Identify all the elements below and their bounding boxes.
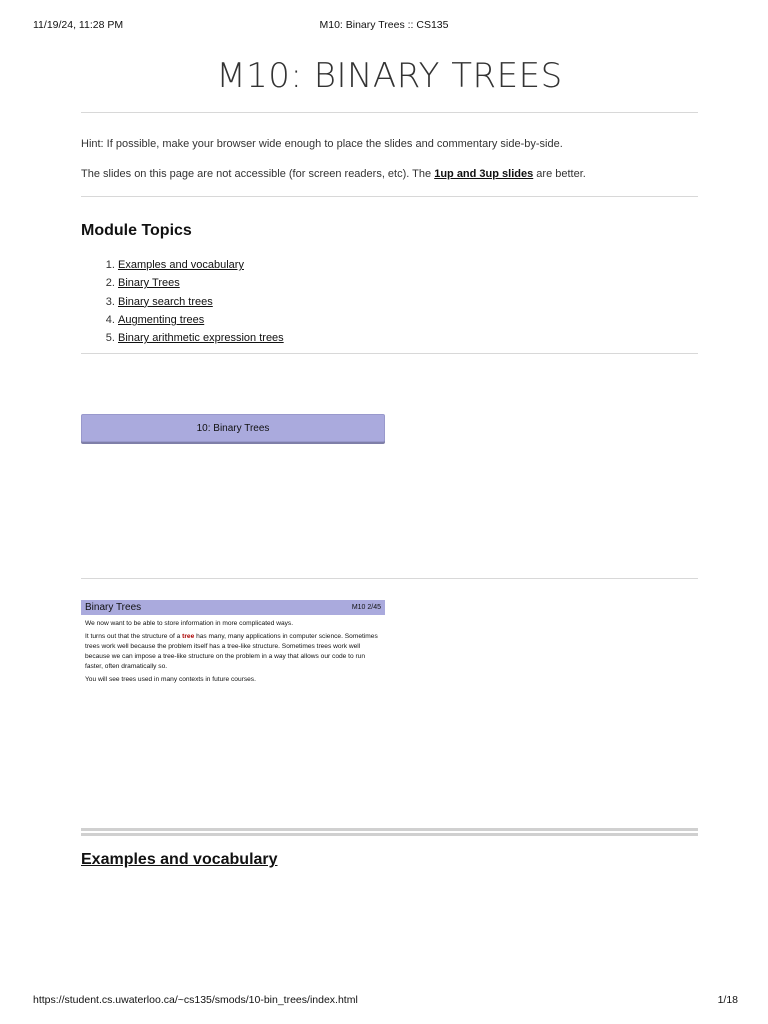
print-page-title: M10: Binary Trees :: CS135 [319, 19, 449, 31]
divider [81, 196, 698, 197]
topic-link-binary-trees[interactable]: Binary Trees [118, 277, 180, 290]
divider [81, 578, 698, 579]
highlight-term: tree [182, 633, 195, 640]
print-page-number: 1/18 [717, 994, 738, 1006]
accessibility-note [81, 168, 586, 180]
slide-header-bar [81, 600, 385, 615]
slide-paragraph: We now want to be able to store information in more complicated ways. [85, 620, 294, 627]
divider [81, 112, 698, 113]
slide-text: has many, many applications in computer science. Sometimes trees work well because the problem itself has a tree-like structure. Sometimes trees work well because we can impose a tree-like structure on the problem in a way that allows our code to run faster, often dramatically so. [85, 633, 378, 670]
list-item [118, 256, 284, 274]
accessibility-prefix: The slides on this page are not accessible (for screen readers, etc). The [81, 168, 435, 180]
slide-paragraph [85, 632, 381, 672]
topic-link-augmenting-trees[interactable]: Augmenting trees [118, 313, 205, 326]
print-url: https://student.cs.uwaterloo.ca/~cs135/smods/10-bin_trees/index.html [33, 994, 358, 1006]
topic-link-expression-trees[interactable]: Binary arithmetic expression trees [118, 332, 284, 345]
section-divider [81, 828, 698, 836]
list-item [118, 293, 284, 311]
list-item [118, 274, 284, 292]
print-date: 11/19/24, 11:28 PM [33, 19, 124, 31]
topic-link-binary-search-trees[interactable]: Binary search trees [118, 295, 213, 308]
list-item [118, 329, 284, 347]
slide-binary-trees [81, 600, 385, 760]
print-header [33, 19, 735, 33]
divider [81, 353, 698, 354]
topic-link-examples[interactable]: Examples and vocabulary [118, 259, 244, 271]
accessibility-suffix: are better. [533, 168, 586, 180]
slide-heading: Binary Trees [85, 602, 142, 613]
slide-title [81, 414, 385, 580]
slide-number: M10 2/45 [351, 604, 381, 611]
slides-1up-3up-link[interactable]: 1up and 3up slides [434, 168, 534, 180]
module-topics-list [81, 256, 284, 347]
print-footer [33, 994, 738, 1008]
section-heading-examples[interactable]: Examples and vocabulary [81, 851, 278, 868]
slide-paragraph: You will see trees used in many contexts in future courses. [85, 676, 256, 683]
slide-body [81, 615, 385, 685]
list-item [118, 311, 284, 329]
slide-text: It turns out that the structure of a [85, 633, 183, 640]
hint-text: Hint: If possible, make your browser wide enough to place the slides and commentary side-by-side. [81, 138, 563, 150]
module-topics-heading: Module Topics [81, 222, 192, 239]
slide-title-bar: 10: Binary Trees [81, 414, 385, 442]
page-title: M10: BINARY TREES [216, 56, 563, 96]
